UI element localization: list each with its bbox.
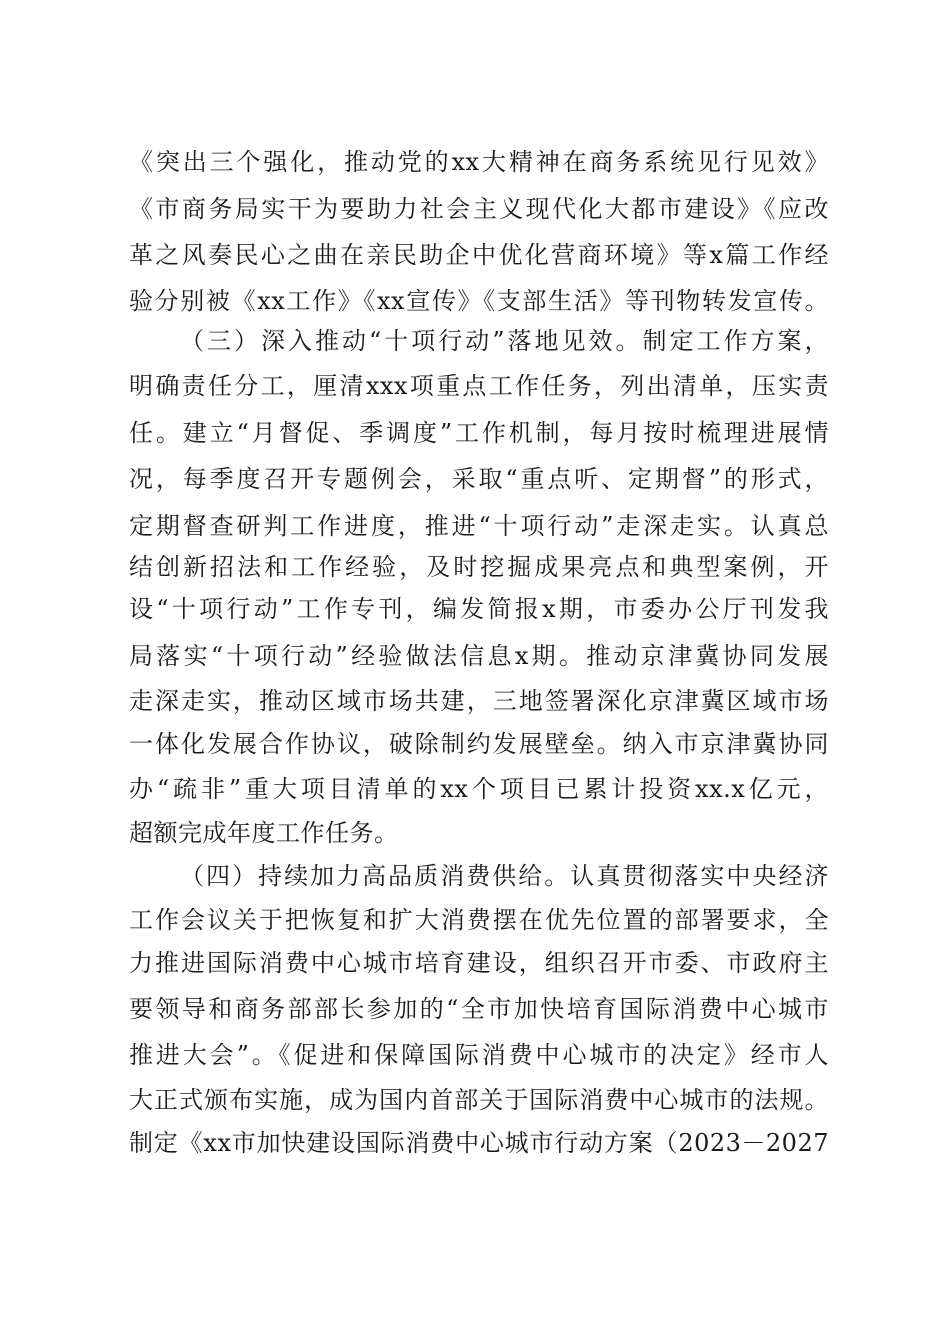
- text-line: 办“疏非”重大项目清单的xx个项目已累计投资xx.x亿元，: [129, 775, 829, 803]
- text-line: 验分别被《xx工作》《xx宣传》《支部生活》等刊物转发宣传。: [129, 287, 829, 315]
- text-line: 况，每季度召开专题例会，采取“重点听、定期督”的形式，: [129, 465, 829, 493]
- section-heading-4: （四）持续加力高品质消费供给。认真贯彻落实中央经济: [180, 862, 829, 890]
- text-line: 推进大会”。《促进和保障国际消费中心城市的决定》经市人: [129, 1041, 829, 1069]
- text-line: 任。建立“月督促、季调度”工作机制，每月按时梳理进展情: [129, 419, 829, 447]
- text-line: 制定《xx市加快建设国际消费中心城市行动方案（2023－2027: [129, 1129, 829, 1157]
- text-line: 设“十项行动”工作专刊，编发简报x期，市委办公厅刊发我: [129, 595, 829, 623]
- text-line: 大正式颁布实施，成为国内首部关于国际消费中心城市的法规。: [129, 1086, 829, 1114]
- section-heading-3: （三）深入推动“十项行动”落地见效。制定工作方案，: [180, 327, 829, 355]
- text-line: 走深走实，推动区域市场共建，三地签署深化京津冀区域市场: [129, 687, 829, 715]
- text-line: 《突出三个强化，推动党的xx大精神在商务系统见行见效》: [129, 148, 829, 176]
- text-line: 定期督查研判工作进度，推进“十项行动”走深走实。认真总: [129, 512, 829, 540]
- text-line: 要领导和商务部部长参加的“全市加快培育国际消费中心城市: [129, 995, 829, 1023]
- text-line: 革之风奏民心之曲在亲民助企中优化营商环境》等x篇工作经: [129, 241, 829, 269]
- text-line: 力推进国际消费中心城市培育建设，组织召开市委、市政府主: [129, 949, 829, 977]
- text-line: 工作会议关于把恢复和扩大消费摆在优先位置的部署要求，全: [129, 906, 829, 934]
- text-line: 超额完成年度工作任务。: [129, 819, 399, 847]
- text-line: 一体化发展合作协议，破除制约发展壁垒。纳入市京津冀协同: [129, 730, 829, 758]
- text-line: 结创新招法和工作经验，及时挖掘成果亮点和典型案例，开: [129, 553, 829, 581]
- text-line: 局落实“十项行动”经验做法信息x期。推动京津冀协同发展: [129, 642, 829, 670]
- text-line: 明确责任分工，厘清xxx项重点工作任务，列出清单，压实责: [129, 372, 829, 400]
- text-line: 《市商务局实干为要助力社会主义现代化大都市建设》《应改: [129, 195, 829, 223]
